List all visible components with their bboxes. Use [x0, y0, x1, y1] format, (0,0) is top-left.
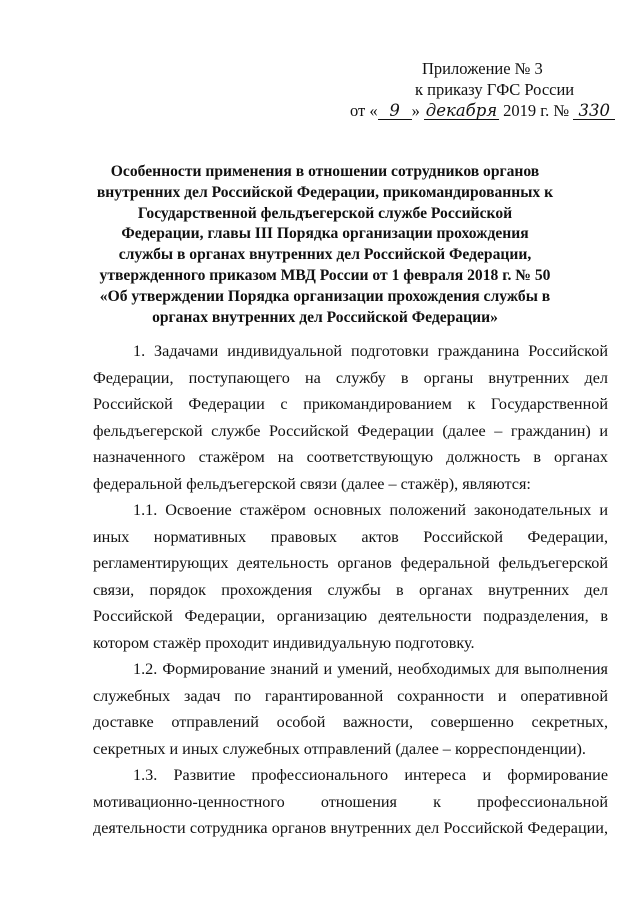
handwritten-month: декабря: [425, 101, 498, 120]
paragraph-1-2: 1.2. Формирование знаний и умений, необходимых для выполнения служебных задач по гарантированной сохранности и оперативной доставке отправлений особой важности, совершенно секретных, секретных и иных служебных отправлений (далее – корреспонденции).: [93, 660, 608, 758]
date-year: 2019 г. №: [503, 101, 570, 120]
appendix-number: Приложение № 3: [422, 59, 543, 78]
appendix-header: [318, 58, 611, 121]
paragraph-1: 1. Задачами индивидуальной подготовки гражданина Российской Федерации, поступающего на службу в органы внутренних дел Российской Федерации с прикомандированием к Государственной фельдъегерской службе Российской Федерации (далее – гражданин) и назначенного стажёром на соответствующую должность в органах федеральной фельдъегерской связи (далее – стажёр), являются:: [93, 342, 608, 493]
handwritten-day: 9: [378, 103, 412, 120]
paragraph-1-1: 1.1. Освоение стажёром основных положений законодательных и иных нормативных правовых актов Российской Федерации, регламентирующих деятельность органов федеральной фельдъегерской связи, порядок прохождения службы в органах внутренних дел Российской Федерации, организацию деятельности подразделения, в котором стажёр проходит индивидуальную подготовку.: [93, 501, 608, 652]
document-body: [93, 338, 608, 842]
date-close-quote: »: [411, 101, 420, 120]
paragraph-1-3: 1.3. Развитие профессионального интереса и формирование мотивационно-ценностного отношения к профессиональной деятельности сотрудника органов внутренних дел Российской Федерации,: [93, 766, 608, 837]
date-prefix: от «: [350, 101, 378, 120]
handwritten-order-number: 330: [573, 103, 615, 120]
document-title: Особенности применения в отношении сотрудников органов внутренних дел Российской Федерации, прикомандированных к Государственной фельдъегерской службе Российской Федерации, главы III Порядка организации прохождения службы в органах внутренних дел Российской Федерации, утвержденного приказом МВД России от 1 февраля 2018 г. № 50 «Об утверждении Порядка организации прохождения службы в органах внутренних дел Российской Федерации»: [96, 163, 554, 326]
appendix-order-ref: к приказу ГФС России: [415, 80, 575, 99]
appendix-date-line: [318, 100, 611, 121]
